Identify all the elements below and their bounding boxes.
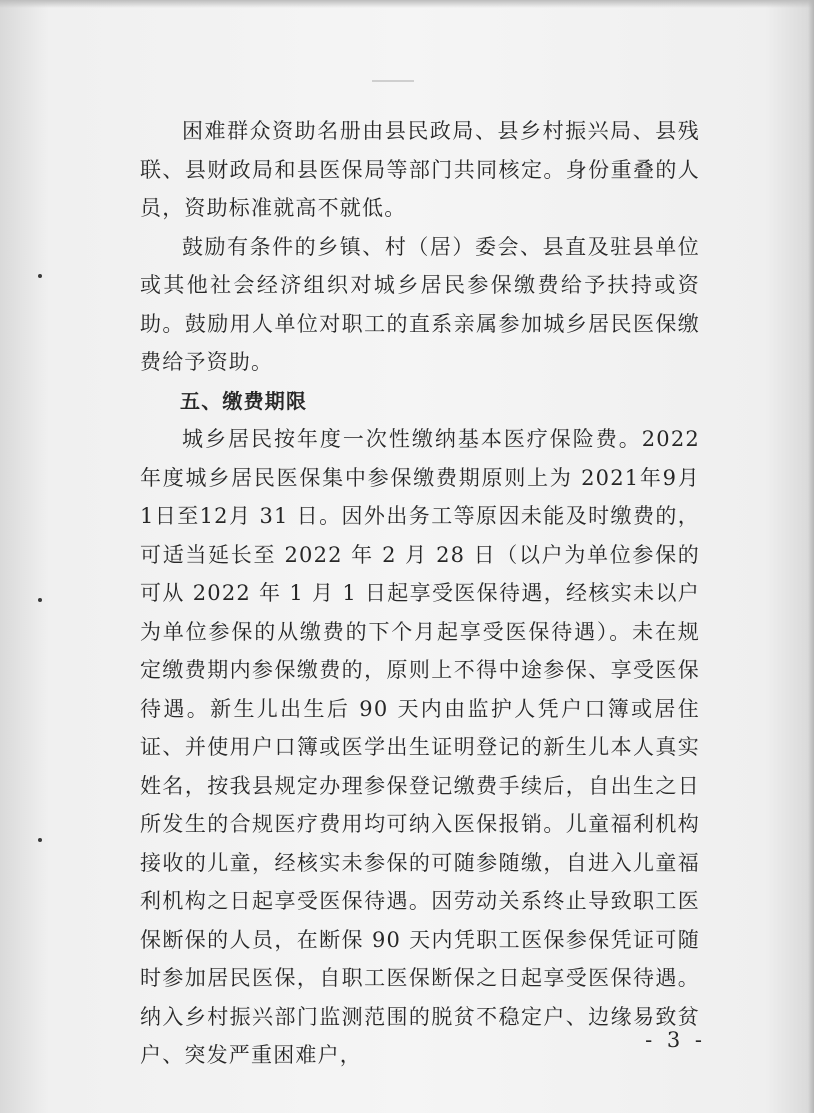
binding-hole-mark	[38, 838, 42, 842]
paragraph-payment-period: 城乡居民按年度一次性缴纳基本医疗保险费。2022 年度城乡居民医保集中参保缴费期原则上为 2021年9月1日至12月 31 日。因外出务工等原因未能及时缴费的，可适当延长至 2022 年 2 月 28 日（以户为单位参保的可从 2022 年 1 月 1 日起享受医保待遇，经核实未以户为单位参保的从缴费的下个月起享受医保待遇）。未在规定缴费期内参保缴费的，原则上不得中途参保、享受医保待遇。新生儿出生后 90 天内由监护人凭户口簿或居住证、并使用户口簿或医学出生证明登记的新生儿本人真实姓名，按我县规定办理参保登记缴费手续后，自出生之日所发生的合规医疗费用均可纳入医保报销。儿童福利机构接收的儿童，经核实未参保的可随参随缴，自进入儿童福利机构之日起享受医保待遇。因劳动关系终止导致职工医保断保的人员，在断保 90 天内凭职工医保参保凭证可随时参加居民医保，自职工医保断保之日起享受医保待遇。纳入乡村振兴部门监测范围的脱贫不稳定户、边缘易致贫户、突发严重困难户，	[140, 427, 700, 1067]
scan-shadow-right	[808, 0, 814, 1113]
document-body	[140, 112, 700, 1075]
binding-hole-mark	[38, 598, 42, 602]
binding-hole-mark	[38, 274, 42, 278]
faint-scan-mark	[372, 80, 414, 82]
scan-shadow-top	[0, 0, 814, 8]
paragraph-aid-roster: 困难群众资助名册由县民政局、县乡村振兴局、县残联、县财政局和县医保局等部门共同核定。身份重叠的人员，资助标准就高不就低。	[140, 119, 700, 220]
page-number: - 3 -	[645, 1028, 706, 1052]
paragraph-encourage-support: 鼓励有条件的乡镇、村（居）委会、县直及驻县单位或其他社会经济组织对城乡居民参保缴费给予扶持或资助。鼓励用人单位对职工的直系亲属参加城乡居民医保缴费给予资助。	[140, 234, 700, 374]
section-heading: 五、缴费期限	[180, 388, 308, 413]
